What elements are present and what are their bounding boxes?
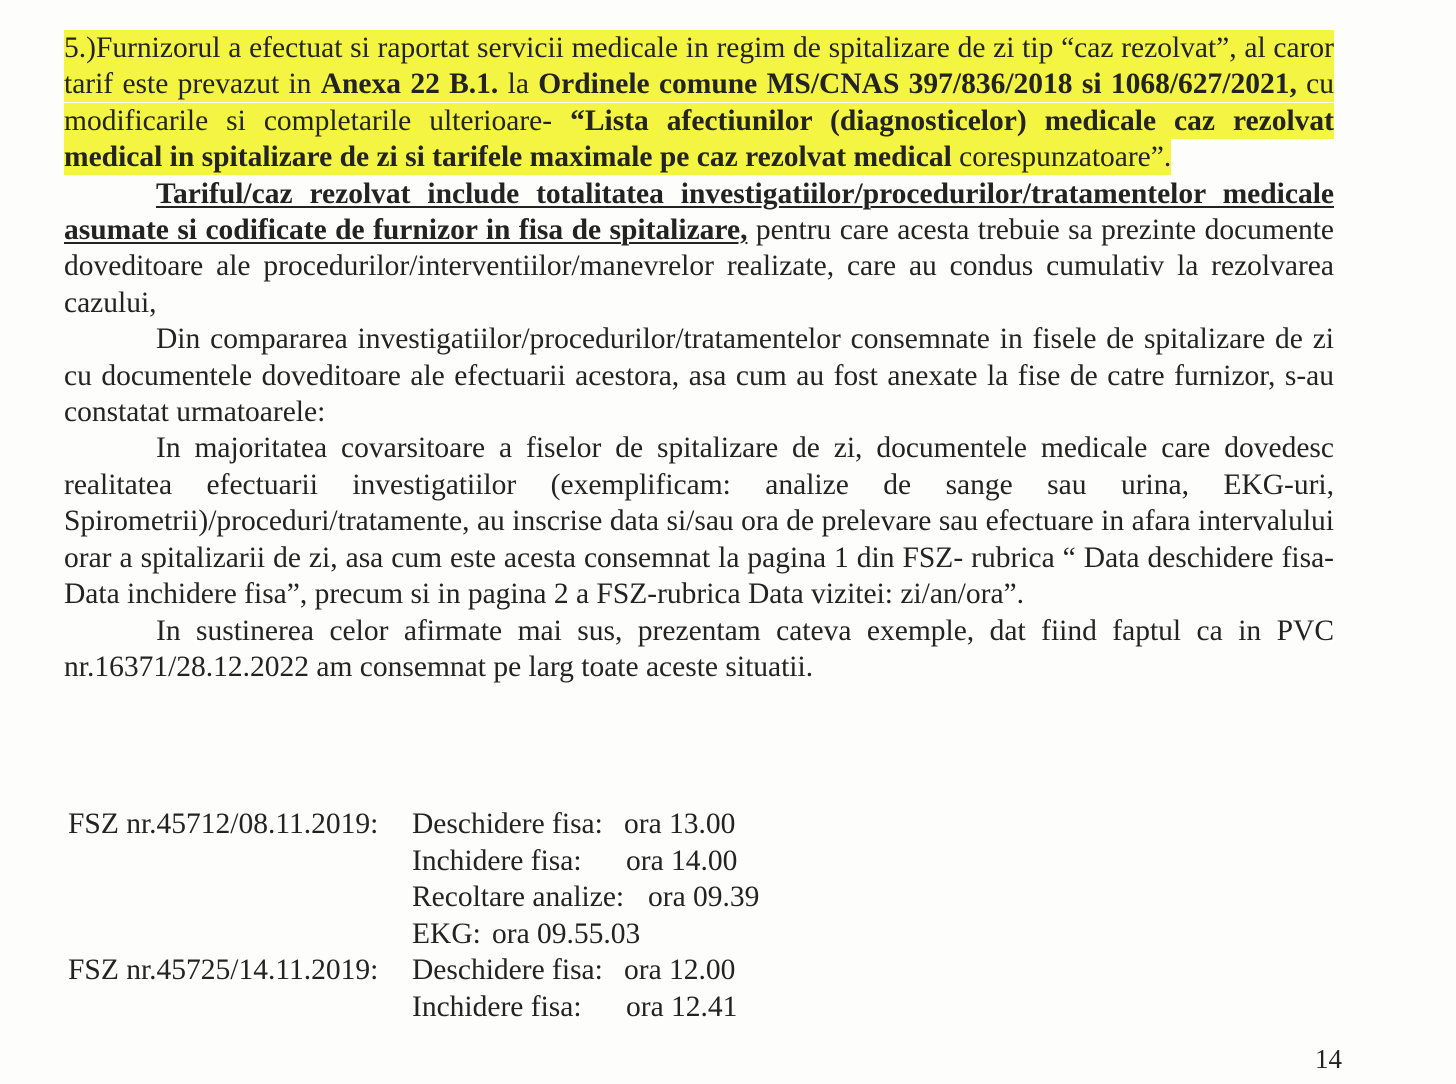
- section-number: 5.): [64, 32, 96, 64]
- fsz-label: FSZ nr.45725/14.11.2019:: [68, 954, 379, 986]
- highlighted-passage: 5.)Furnizorul a efectuat si raportat servicii medicale in regim de spitalizare de zi tip “caz rezolvat”, al caror tarif este prevazut in Anexa 22 B.1. la Ordinele comune MS/CNAS 397/836/2018 si 1068/627/2021, cu modificarile si completarile ulterioare- “Lista afectiunilor (diagnosticelor) medicale caz rezolvat medical in spitalizare de zi si tarifele maximale pe caz rezolvat medical corespunzatoare”.: [64, 32, 1335, 174]
- paragraph-section-5: [64, 30, 1334, 176]
- fsz-label: FSZ nr.45712/08.11.2019:: [68, 808, 379, 840]
- paragraph-tariff: Tariful/caz rezolvat include totalitatea investigatiilor/procedurilor/tratamentelor medicale asumate si codificate de furnizor in fisa de spitalizare, pentru care acesta trebuie sa prezinte documente doveditoare ale procedurilor/interventiilor/manevrelor realizate, care au condus cumulativ la rezolvarea cazului,: [64, 177, 1334, 319]
- fsz-row: [68, 989, 759, 1026]
- fsz-detail: Recoltare analize: ora 09.39: [412, 881, 760, 913]
- fsz-examples: [68, 806, 759, 1025]
- annex-reference: Anexa 22 B.1.: [320, 68, 499, 101]
- fsz-detail: Deschidere fisa: ora 12.00: [412, 954, 736, 986]
- fsz-row: [68, 916, 759, 953]
- fsz-row: [68, 879, 759, 916]
- paragraph-examples: In sustinerea celor afirmate mai sus, prezentam cateva exemple, dat fiind faptul ca in PVC nr.16371/28.12.2022 am consemnat pe larg toate aceste situatii.: [64, 614, 1334, 683]
- tariff-statement: Tariful/caz rezolvat include totalitatea investigatiilor/procedurilor/tratamentelor medicale asumate si codificate de furnizor in fisa de spitalizare,: [64, 177, 1334, 247]
- page-number: 14: [1315, 1044, 1342, 1074]
- fsz-detail: Deschidere fisa: ora 13.00: [412, 808, 736, 840]
- body-text: [64, 30, 1334, 685]
- orders-reference: Ordinele comune MS/CNAS 397/836/2018 si 1068/627/2021,: [538, 68, 1297, 101]
- fsz-row: [68, 806, 759, 843]
- fsz-row: [68, 952, 759, 989]
- fsz-detail: Inchidere fisa: ora 14.00: [412, 844, 738, 877]
- paragraph-findings: In majoritatea covarsitoare a fiselor de spitalizare de zi, documentele medicale care dovedesc realitatea efectuarii investigatiilor (exemplificam: analize de sange sau urina, EKG-uri, Spirometrii)/proceduri/tratamente, au inscrise data si/sau ora de prelevare sau efectuare in afara intervalului orar a spitalizarii de zi, asa cum este acesta consemnat la pagina 1 din FSZ- rubrica “ Data deschidere fisa-Data inchidere fisa”, precum si in pagina 2 a FSZ-rubrica Data vizitei: zi/an/ora”.: [64, 432, 1334, 611]
- list-title: “Lista afectiunilor (diagnosticelor) medicale caz rezolvat medical in spitalizare de zi si tarifele maximale pe caz rezolvat medical: [64, 104, 1334, 174]
- fsz-detail: EKG: ora 09.55.03: [412, 917, 641, 950]
- fsz-row: [68, 843, 759, 880]
- fsz-detail: Inchidere fisa: ora 12.41: [412, 990, 738, 1023]
- paragraph-comparison: Din compararea investigatiilor/procedurilor/tratamentelor consemnate in fisele de spitalizare de zi cu documentele doveditoare ale efectuarii acestora, asa cum au fost anexate la fise de catre furnizor, s-au constatat urmatoarele:: [64, 323, 1334, 429]
